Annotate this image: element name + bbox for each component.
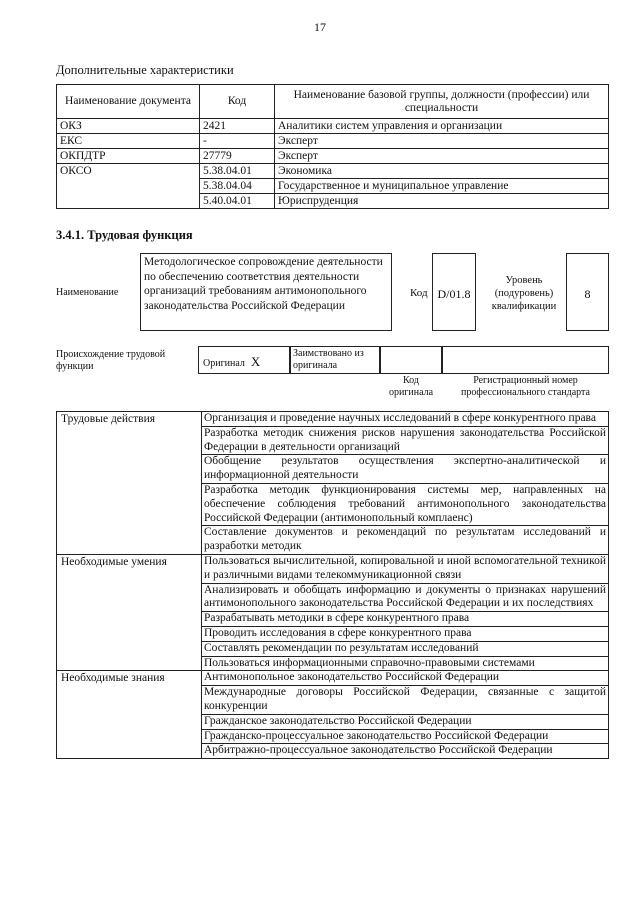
row-code: 5.38.04.04 [200, 179, 275, 194]
original-label: Оригинал [203, 358, 245, 369]
row-doc: ОКСО [57, 164, 200, 209]
row-name: Аналитики систем управления и организации [275, 119, 609, 134]
category-labor-actions: Трудовые действия [57, 412, 202, 555]
list-item: Организация и проведение научных исследований в сфере конкурентного права [202, 412, 609, 427]
table-row [57, 164, 609, 179]
additional-characteristics-table [56, 84, 609, 209]
row-doc: ОКПДТР [57, 149, 200, 164]
table-row [57, 671, 609, 686]
origin-code-caption: Код оригинала [388, 375, 434, 398]
table-row [57, 554, 609, 583]
row-name: Юриспруденция [275, 194, 609, 209]
additional-characteristics-title: Дополнительные характеристики [56, 63, 234, 77]
qualification-level-label: Уровень (подуровень) квалификации [491, 275, 557, 312]
row-code: 2421 [200, 119, 275, 134]
list-item: Разрабатывать методики в сфере конкурентного права [202, 612, 609, 627]
list-item: Гражданское законодательство Российской Федерации [202, 714, 609, 729]
labor-function-code: D/01.8 [432, 253, 476, 331]
table-row [57, 412, 609, 427]
labor-function-heading: 3.4.1. Трудовая функция [56, 228, 193, 242]
origin-borrowed-cell: Заимствовано из оригинала [290, 346, 380, 374]
table-row [57, 149, 609, 164]
list-item: Пользоваться информационными справочно-правовыми системами [202, 656, 609, 671]
list-item: Пользоваться вычислительной, копировальной и иной вспомогательной техникой и различными видами телекоммуникационной связи [202, 554, 609, 583]
row-code: 5.38.04.01 [200, 164, 275, 179]
row-doc: ОКЗ [57, 119, 200, 134]
header-group-name: Наименование базовой группы, должности (профессии) или специальности [275, 85, 609, 119]
table-row [57, 119, 609, 134]
row-doc: ЕКС [57, 134, 200, 149]
row-code: - [200, 134, 275, 149]
row-code: 5.40.04.01 [200, 194, 275, 209]
header-document: Наименование документа [57, 85, 200, 119]
labor-function-details-table [56, 411, 609, 759]
origin-reg-caption: Регистрационный номер профессионального стандарта [461, 375, 590, 398]
list-item: Проводить исследования в сфере конкурентного права [202, 626, 609, 641]
origin-code-cell [380, 346, 442, 374]
list-item: Международные договоры Российской Федерации, связанные с защитой конкуренции [202, 686, 609, 715]
list-item: Разработка методик функционирования системы мер, направленных на обеспечение соблюдения требований антимонопольного законодательства Российской Федерации (антимонопольный комплаенс) [202, 483, 609, 525]
original-check-mark: X [250, 354, 261, 369]
origin-reg-number-cell [442, 346, 609, 374]
qualification-level: 8 [566, 253, 609, 331]
row-name: Эксперт [275, 134, 609, 149]
list-item: Составление документов и рекомендаций по результатам исследований и разработки методик [202, 526, 609, 555]
labor-function-name: Методологическое сопровождение деятельности по обеспечению соответствия деятельности организаций требованиям антимонопольного законодательства Российской Федерации [140, 253, 392, 331]
origin-original-cell [198, 346, 290, 374]
list-item: Арбитражно-процессуальное законодательство Российской Федерации [202, 744, 609, 759]
header-code: Код [200, 85, 275, 119]
list-item: Разработка методик снижения рисков нарушения законодательства Российской Федерации в деятельности организаций [202, 426, 609, 455]
row-name: Государственное и муниципальное управление [275, 179, 609, 194]
row-name: Экономика [275, 164, 609, 179]
code-label: Код [410, 287, 428, 299]
page-number: 17 [314, 20, 326, 34]
table-row [57, 134, 609, 149]
table-header-row [57, 85, 609, 119]
name-label: Наименование [56, 287, 119, 298]
list-item: Обобщение результатов осуществления экспертно-аналитической и информационной деятельности [202, 455, 609, 484]
row-name: Эксперт [275, 149, 609, 164]
list-item: Составлять рекомендации по результатам исследований [202, 641, 609, 656]
origin-label: Происхождение трудовой функции [56, 349, 166, 372]
list-item: Анализировать и обобщать информацию и документы о признаках нарушений антимонопольного законодательства Российской Федерации и их последствиях [202, 583, 609, 612]
category-required-knowledge: Необходимые знания [57, 671, 202, 759]
row-code: 27779 [200, 149, 275, 164]
list-item: Гражданско-процессуальное законодательство Российской Федерации [202, 729, 609, 744]
list-item: Антимонопольное законодательство Российской Федерации [202, 671, 609, 686]
category-required-skills: Необходимые умения [57, 554, 202, 670]
